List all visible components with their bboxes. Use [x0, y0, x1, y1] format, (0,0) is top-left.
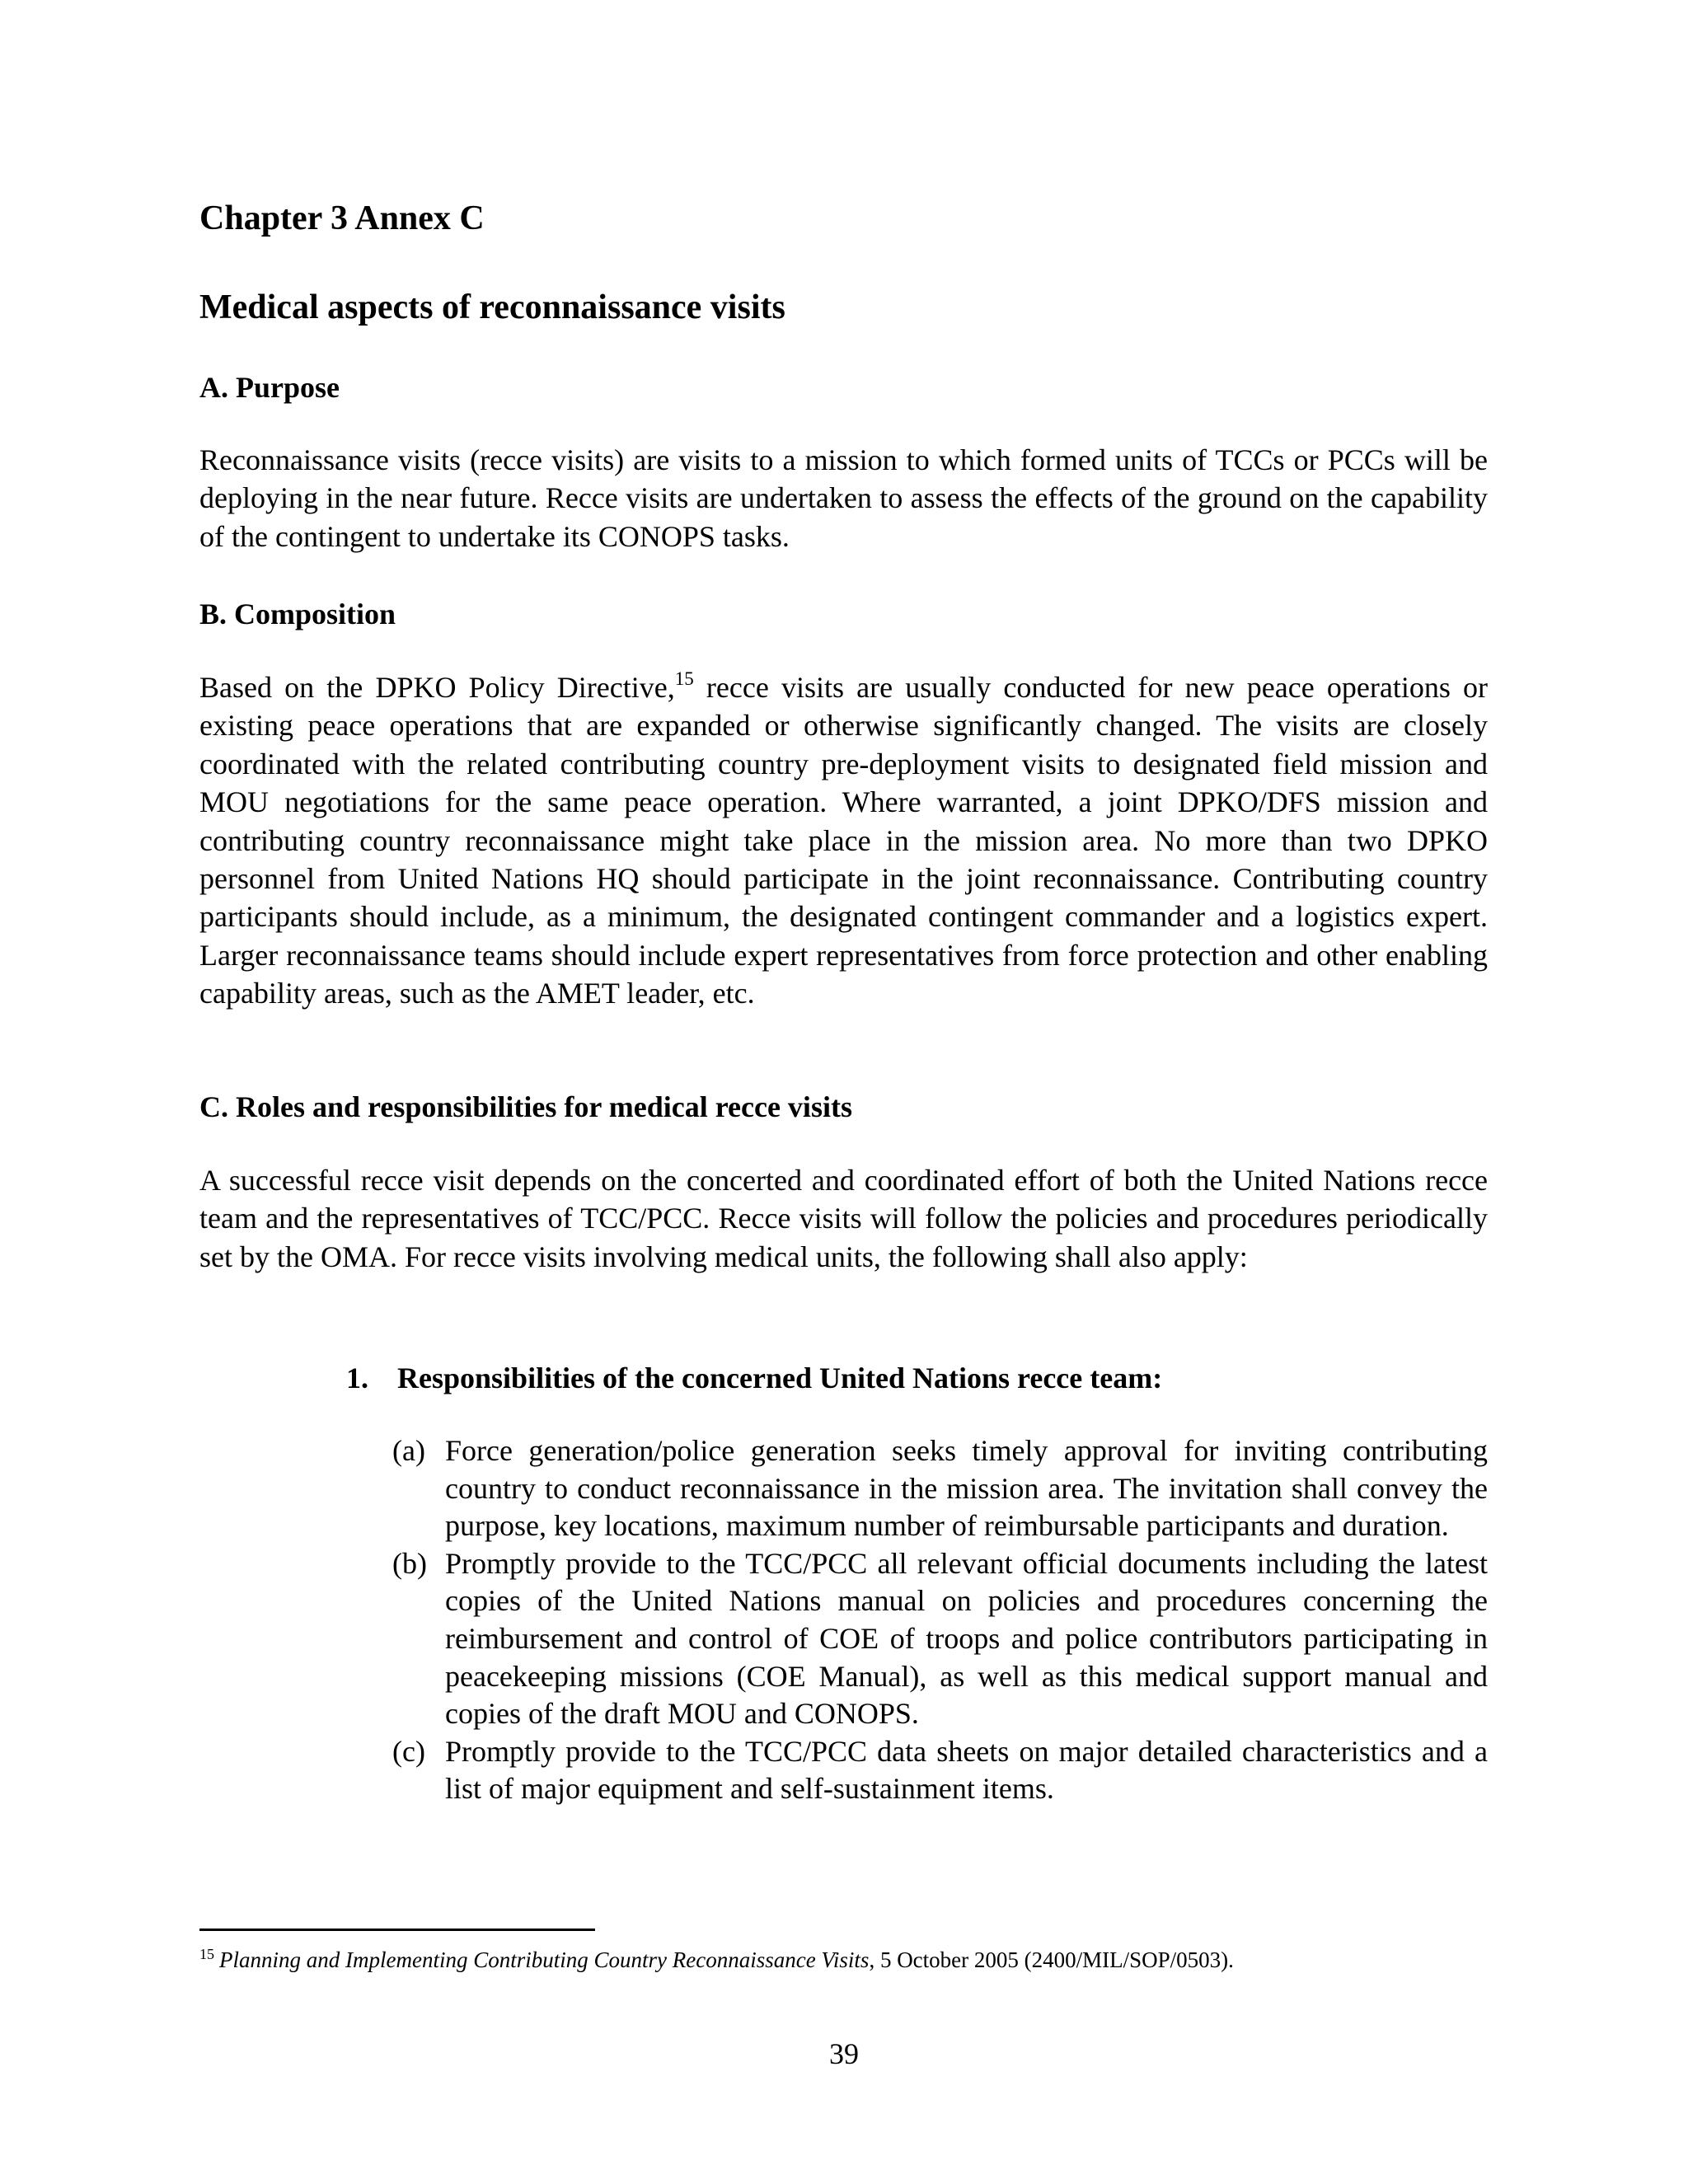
- section-a-heading: A. Purpose: [199, 371, 340, 404]
- section-c-heading: C. Roles and responsibilities for medical recce visits: [199, 1090, 852, 1123]
- footnote-title: Planning and Implementing Contributing Country Reconnaissance Visits: [219, 1947, 870, 1972]
- list-item-label: (c): [392, 1734, 425, 1768]
- list-item: [392, 1545, 1488, 1733]
- footnote: [199, 1945, 1234, 1975]
- list-item: [392, 1733, 1488, 1808]
- section-c-body: A successful recce visit depends on the concerted and coordinated effort of both the United Nations recce team and the representatives of TCC/PCC. Recce visits will follow the policies and procedures periodically set by the OMA. For recce visits involving medical units, the following shall also apply:: [199, 1164, 1488, 1273]
- section-a-body: Reconnaissance visits (recce visits) are visits to a mission to which formed units of TCCs or PCCs will be deploying in the near future. Recce visits are undertaken to assess the effects of the ground on the capability of the contingent to undertake its CONOPS tasks.: [199, 443, 1488, 553]
- list-item-text: Promptly provide to the TCC/PCC data sheets on major detailed characteristics and a list of major equipment and self-sustainment items.: [445, 1734, 1488, 1806]
- list-item: [392, 1432, 1488, 1545]
- page-number: 39: [829, 2037, 859, 2070]
- numbered-heading: [346, 1360, 1162, 1396]
- numbered-heading-text: Responsibilities of the concerned United Nations recce team:: [397, 1361, 1163, 1394]
- section-b-body-rest: recce visits are usually conducted for new peace operations or existing peace operations that are expanded or otherwise significantly changed. The visits are closely coordinated with the related contributing country pre-deployment visits to designated field mission and MOU negotiations for the same peace operation. Where warranted, a joint DPKO/DFS mission and contributing country reconnaissance might take place in the mission area. No more than two DPKO personnel from United Nations HQ should participate in the joint reconnaissance. Contributing country participants should include, as a minimum, the designated contingent commander and a logistics expert. Larger reconnaissance teams should include expert representatives from force protection and other enabling capability areas, such as the AMET leader, etc.: [199, 671, 1488, 1010]
- section-b-body: [199, 668, 1488, 1013]
- chapter-title: Chapter 3 Annex C: [199, 199, 485, 237]
- list-item-label: (b): [392, 1546, 427, 1580]
- footnote-number: 15: [199, 1946, 214, 1962]
- footnote-rest: , 5 October 2005 (2400/MIL/SOP/0503).: [869, 1947, 1234, 1972]
- section-b-body-start: Based on the DPKO Policy Directive,: [199, 671, 675, 704]
- responsibilities-list: [392, 1432, 1488, 1808]
- list-item-text: Force generation/police generation seeks timely approval for inviting contributing country to conduct reconnaissance in the mission area. The invitation shall convey the purpose, key locations, maximum number of reimbursable participants and duration.: [445, 1434, 1488, 1543]
- numbered-heading-number: 1.: [346, 1361, 368, 1394]
- list-item-label: (a): [392, 1434, 425, 1467]
- footnote-reference[interactable]: 15: [674, 668, 694, 689]
- section-b-heading: B. Composition: [199, 598, 396, 630]
- list-item-text: Promptly provide to the TCC/PCC all relevant official documents including the latest copies of the United Nations manual on policies and procedures concerning the reimbursement and control of COE of troops and police contributors participating in peacekeeping missions (COE Manual), as well as this medical support manual and copies of the draft MOU and CONOPS.: [445, 1546, 1488, 1731]
- footnote-divider: [199, 1929, 595, 1931]
- page-title: Medical aspects of reconnaissance visits: [199, 288, 785, 326]
